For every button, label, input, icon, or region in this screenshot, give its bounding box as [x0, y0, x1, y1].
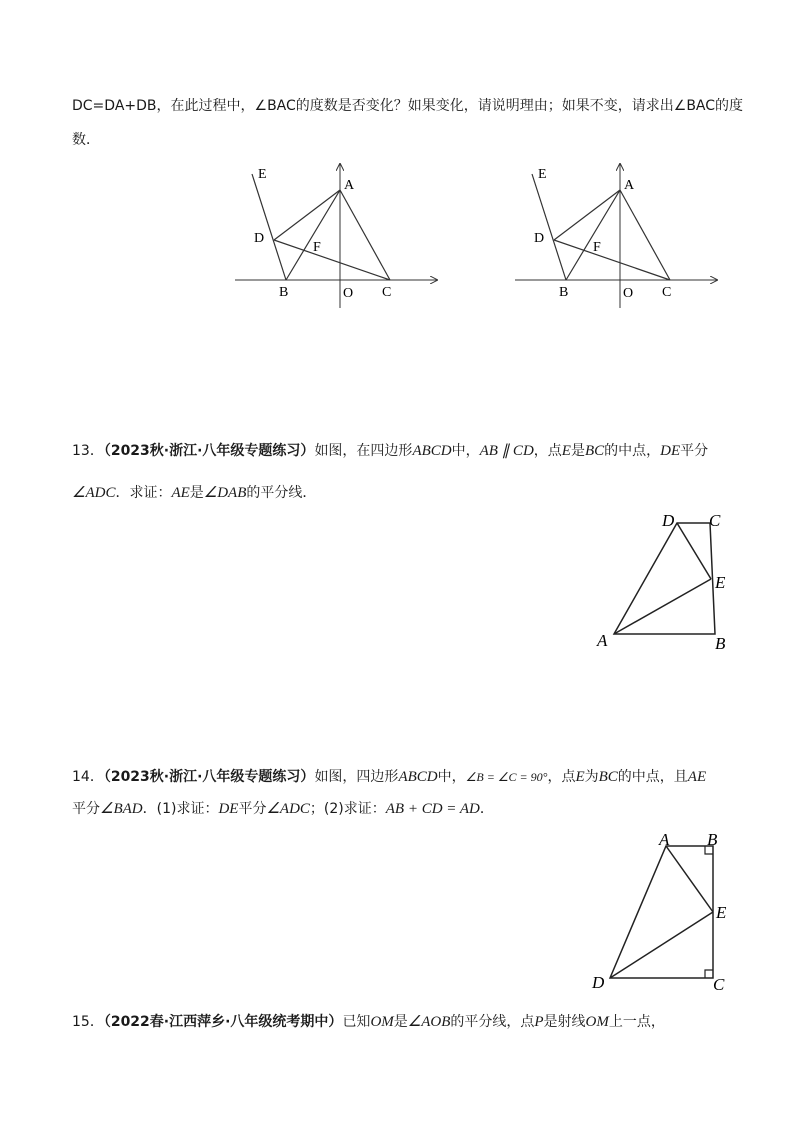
- p14-source: （2023秋·浙江·八年级专题练习）: [103, 769, 315, 785]
- label-E: E: [538, 167, 547, 182]
- p13-line-1: 13．（2023秋·浙江·八年级专题练习）如图，在四边形ABCD中，AB ∥ CD，点E是BC的中点，DE平分: [72, 443, 709, 459]
- p13-source: （2023秋·浙江·八年级专题练习）: [103, 443, 315, 459]
- figure-12-right: [510, 160, 730, 310]
- p12-line-2: 数．: [72, 132, 100, 148]
- label-C: C: [382, 285, 392, 300]
- label-E: E: [715, 573, 726, 592]
- label-C: C: [709, 511, 721, 530]
- p14-number: 14．: [72, 769, 104, 785]
- label-D: D: [592, 973, 605, 992]
- label-E: E: [716, 903, 727, 922]
- figure-13: [595, 510, 735, 653]
- label-E: E: [258, 167, 267, 182]
- label-B: B: [559, 285, 569, 300]
- label-D: D: [254, 231, 265, 246]
- figure-12-left: [230, 160, 450, 310]
- label-C: C: [662, 285, 672, 300]
- p15-source: （2022春·江西萍乡·八年级统考期中）: [103, 1014, 343, 1030]
- label-B: B: [715, 634, 726, 653]
- label-O: O: [623, 286, 634, 301]
- label-O: O: [343, 286, 354, 301]
- label-D: D: [534, 231, 545, 246]
- p15-line-1: 15．（2022春·江西萍乡·八年级统考期中）已知OM是∠AOB的平分线，点P是射线OM上一点，: [72, 1014, 665, 1030]
- label-C: C: [713, 975, 725, 994]
- label-D: D: [662, 511, 675, 530]
- label-F: F: [313, 240, 321, 255]
- p15-number: 15．: [72, 1014, 104, 1030]
- p12-line-1: DC=DA+DB，在此过程中，∠BAC的度数是否变化？如果变化，请说明理由；如果不变，请求出∠BAC的度: [72, 98, 744, 114]
- label-A: A: [597, 631, 608, 650]
- p13-number: 13．: [72, 443, 104, 459]
- label-A: A: [624, 178, 635, 193]
- p14-line-1: 14．（2023秋·浙江·八年级专题练习）如图，四边形ABCD中，∠B = ∠C = 90°，点E为BC的中点，且AE: [72, 769, 707, 785]
- label-A: A: [344, 178, 355, 193]
- p13-line-2: ∠ADC．求证：AE是∠DAB的平分线．: [72, 485, 317, 501]
- label-B: B: [279, 285, 289, 300]
- label-A: A: [659, 830, 670, 849]
- label-F: F: [593, 240, 601, 255]
- p14-line-2: 平分∠BAD．(1)求证：DE平分∠ADC；(2)求证：AB + CD = AD．: [72, 801, 494, 817]
- label-B: B: [707, 830, 718, 849]
- figure-14: [590, 828, 730, 998]
